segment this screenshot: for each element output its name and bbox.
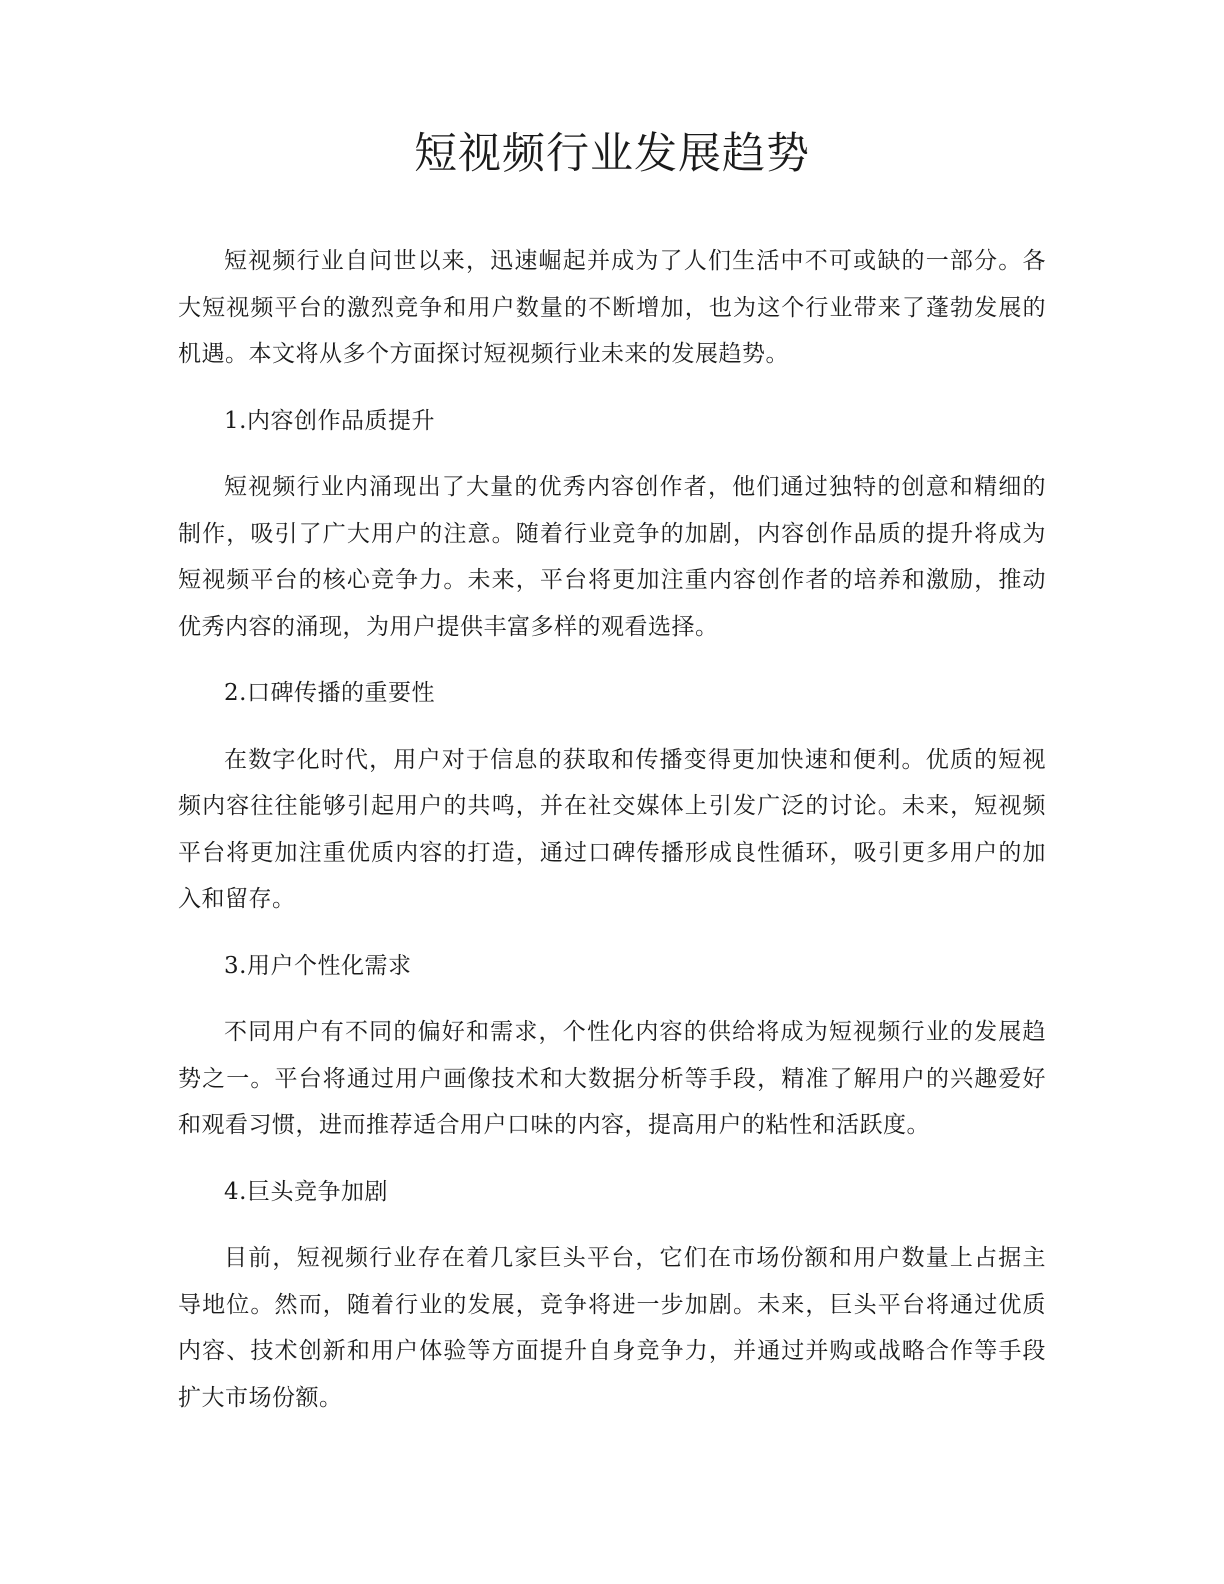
section-heading-1: 1.内容创作品质提升 [224,407,435,434]
section-body-2: 在数字化时代，用户对于信息的获取和传播变得更加快速和便利。优质的短视频内容往往能够引起用户的共鸣，并在社交媒体上引发广泛的讨论。未来，短视频平台将更加注重优质内容的打造，通过口碑传播形成良性循环，吸引更多用户的加入和留存。 [178,746,1046,912]
spacer [178,378,1046,398]
document-body [178,238,1046,1421]
spacer [178,1149,1046,1169]
spacer [178,444,1046,464]
spacer [178,1215,1046,1235]
section-body-3: 不同用户有不同的偏好和需求，个性化内容的供给将成为短视频行业的发展趋势之一。平台将通过用户画像技术和大数据分析等手段，精准了解用户的兴趣爱好和观看习惯，进而推荐适合用户口味的内容，提高用户的粘性和活跃度。 [178,1019,1046,1138]
spacer [178,717,1046,737]
section-heading-2: 2.口碑传播的重要性 [224,680,435,706]
document-title: 短视频行业发展趋势 [414,129,810,179]
spacer [178,923,1046,943]
intro-paragraph: 短视频行业自问世以来，迅速崛起并成为了人们生活中不可或缺的一部分。各大短视频平台的激烈竞争和用户数量的不断增加，也为这个行业带来了蓬勃发展的机遇。本文将从多个方面探讨短视频行业未来的发展趋势。 [178,248,1046,367]
section-heading-4: 4.巨头竞争加剧 [224,1178,388,1205]
section-body-4: 目前，短视频行业存在着几家巨头平台，它们在市场份额和用户数量上占据主导地位。然而，随着行业的发展，竞争将进一步加剧。未来，巨头平台将通过优质内容、技术创新和用户体验等方面提升自身竞争力，并通过并购或战略合作等手段扩大市场份额。 [178,1245,1046,1411]
section-heading-3: 3.用户个性化需求 [224,952,412,979]
spacer [178,650,1046,670]
spacer [178,989,1046,1009]
section-body-1: 短视频行业内涌现出了大量的优秀内容创作者，他们通过独特的创意和精细的制作，吸引了广大用户的注意。随着行业竞争的加剧，内容创作品质的提升将成为短视频平台的核心竞争力。未来，平台将更加注重内容创作者的培养和激励，推动优秀内容的涌现，为用户提供丰富多样的观看选择。 [178,474,1046,640]
